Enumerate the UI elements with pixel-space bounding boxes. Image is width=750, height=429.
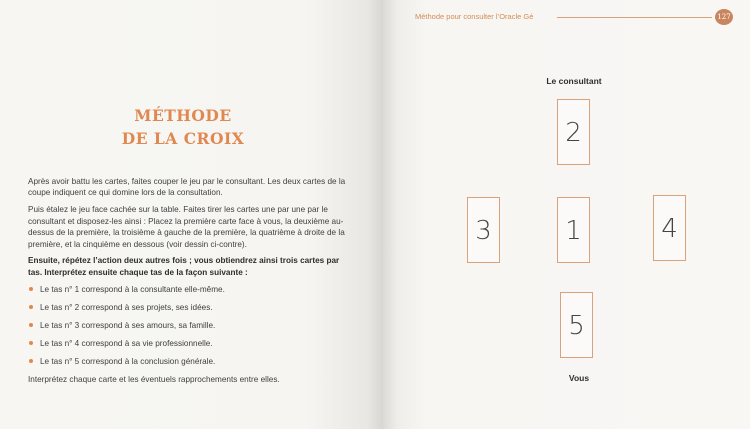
page-title <box>28 104 338 150</box>
card-1: 1 <box>557 197 590 263</box>
paragraph-4: Interprétez chaque carte et les éventuels rapprochements entre elles. <box>28 375 280 385</box>
pile-list <box>28 284 346 367</box>
bullet-icon <box>29 323 33 327</box>
bullet-icon <box>29 359 33 363</box>
paragraph-1: Après avoir battu les cartes, faites couper le jeu par le consultant. Les deux cartes de la coupe indiquent ce qui domine lors de la consultation. <box>28 177 346 198</box>
paragraph-3-bold: Ensuite, répétez l’action deux autres fois ; vous obtiendrez ainsi trois cartes par tas. Interprétez ensuite chaque tas de la façon suivante : <box>28 256 340 277</box>
bullet-icon <box>29 305 33 309</box>
list-item: Le tas n° 2 correspond à ses projets, ses idées. <box>28 302 346 313</box>
title-line-2: DE LA CROIX <box>121 129 245 148</box>
list-item: Le tas n° 1 correspond à la consultante elle-même. <box>28 284 346 295</box>
card-5: 5 <box>560 292 593 358</box>
label-consultant: Le consultant <box>546 76 602 86</box>
label-vous: Vous <box>568 373 590 383</box>
running-header-text: Méthode pour consulter l’Oracle Gé <box>415 12 534 21</box>
title-line-1: MÉTHODE <box>134 106 232 125</box>
bullet-icon <box>29 287 33 291</box>
card-3: 3 <box>467 197 500 263</box>
paragraph-2: Puis étalez le jeu face cachée sur la table. Faites tirer les cartes une par une par le consultant et disposez-les ainsi : Placez la première carte face à vous, la deuxième au-dessus de la première, la troisième à gauche de la première, la quatrième à droite de la première, et la cinquième en dessous (voir dessin ci-contre). <box>28 205 345 249</box>
card-4: 4 <box>653 195 686 261</box>
card-2: 2 <box>557 99 590 165</box>
body-text <box>28 176 346 391</box>
page-number-badge: 127 <box>715 9 733 25</box>
bullet-icon <box>29 341 33 345</box>
list-item: Le tas n° 5 correspond à la conclusion générale. <box>28 356 346 367</box>
header-rule <box>557 17 712 18</box>
running-header <box>415 9 735 23</box>
list-item: Le tas n° 3 correspond à ses amours, sa famille. <box>28 320 346 331</box>
list-item: Le tas n° 4 correspond à sa vie professionnelle. <box>28 338 346 349</box>
